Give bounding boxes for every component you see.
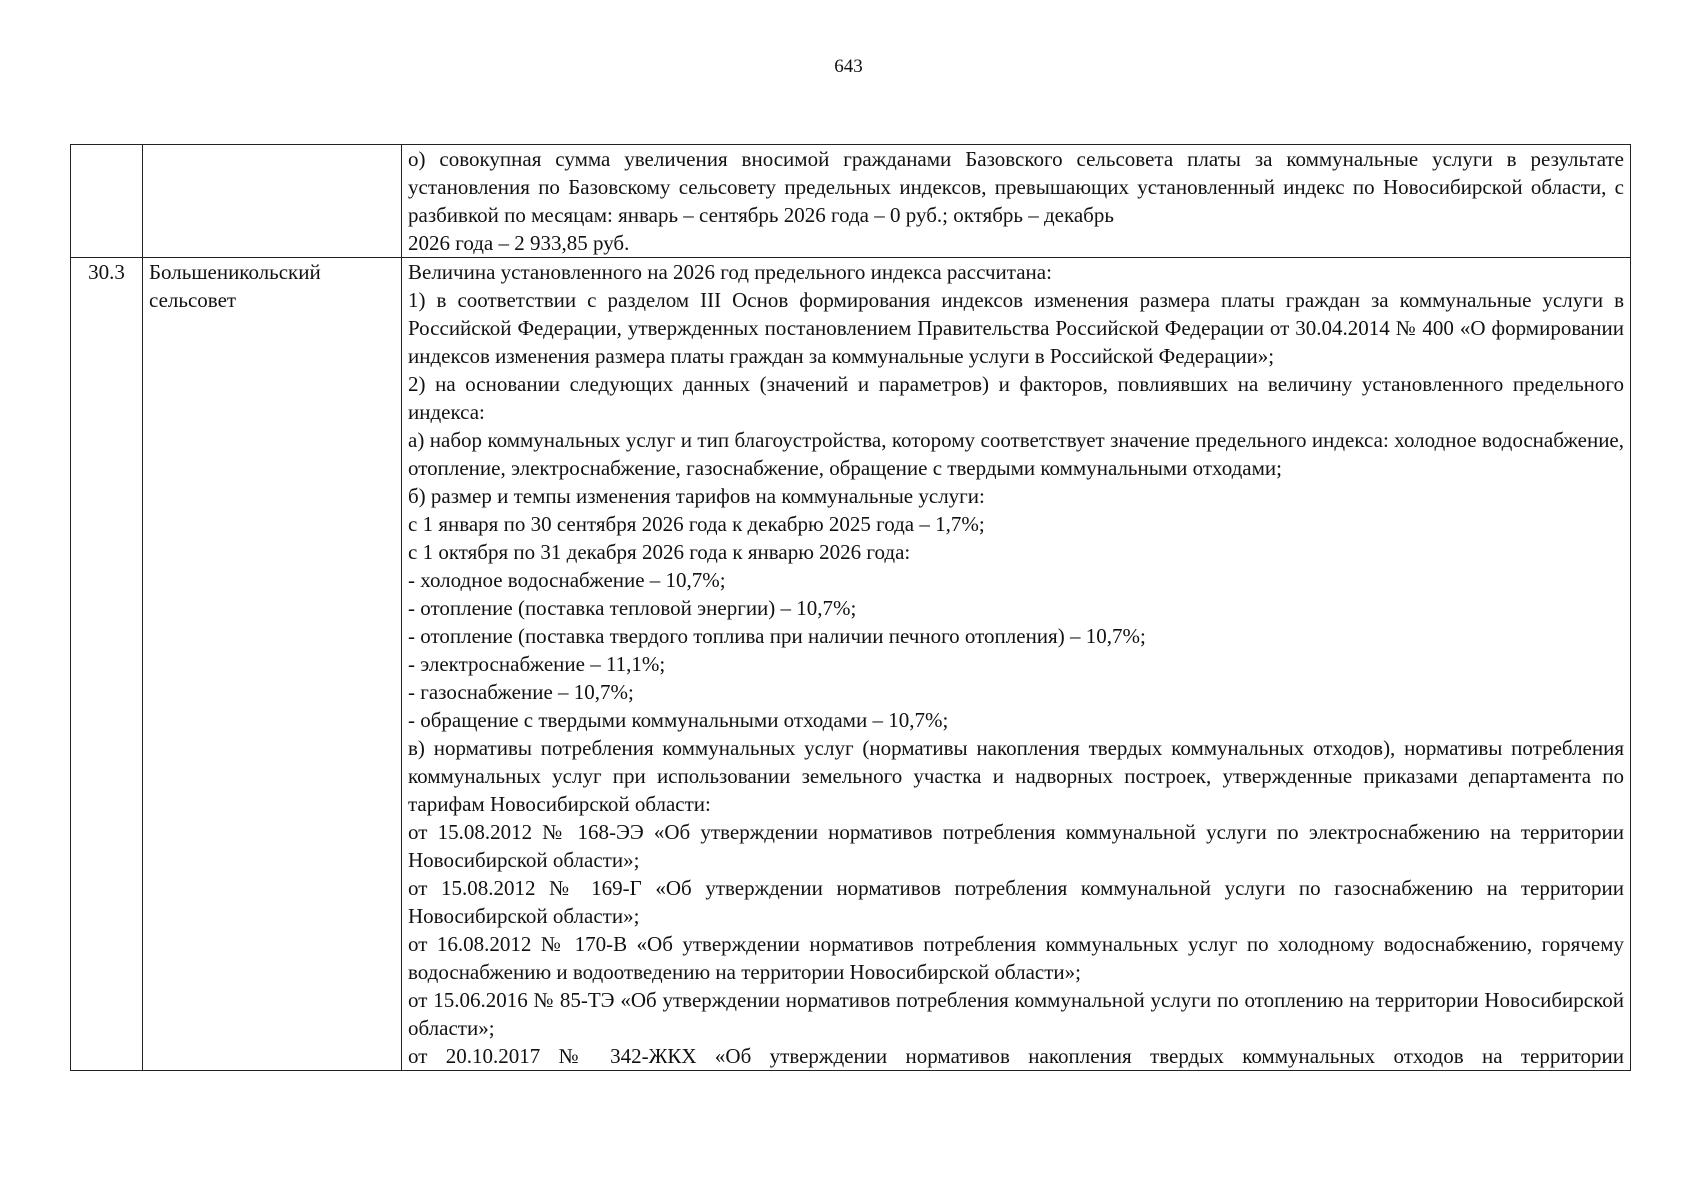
paragraph: с 1 октября по 31 декабря 2026 года к январю 2026 года: <box>408 540 911 564</box>
paragraph: от 20.10.2017 № 342-ЖКХ «Об утверждении нормативов накопления твердых коммунальных отходов на территории <box>408 1044 1624 1068</box>
paragraph: в) нормативы потребления коммунальных услуг (нормативы накопления твердых коммунальных отходов), нормативы потребления коммунальных услуг при использовании земельного участка и надворных построек, утвержденные приказами департамента по тарифам Новосибирской области: <box>408 736 1624 816</box>
municipality-name-line: Большеникольский <box>149 260 321 284</box>
paragraph: о) совокупная сумма увеличения вносимой гражданами Базовского сельсовета платы за коммунальные услуги в результате установления по Базовскому сельсовету предельных индексов, превышающих установленный индекс по Новосибирской области, с разбивкой по месяцам: январь – сентябрь 2026 года – 0 руб.; октябрь – декабрь <box>408 147 1624 227</box>
description-cell <box>402 258 1631 1071</box>
table-row <box>71 145 1631 258</box>
paragraph: от 15.08.2012 № 169-Г «Об утверждении нормативов потребления коммунальной услуги по газоснабжению на территории Новосибирской области»; <box>408 876 1624 928</box>
tariff-index-table <box>70 144 1631 1071</box>
list-item: - холодное водоснабжение – 10,7%; <box>408 568 726 592</box>
table-row <box>71 258 1631 1071</box>
paragraph: б) размер и темпы изменения тарифов на коммунальные услуги: <box>408 484 985 508</box>
municipality-cell <box>143 145 402 258</box>
paragraph: от 15.06.2016 № 85-ТЭ «Об утверждении нормативов потребления коммунальной услуги по отоплению на территории Новосибирской области»; <box>408 988 1624 1040</box>
list-item: - электроснабжение – 11,1%; <box>408 652 666 676</box>
description-cell <box>402 145 1631 258</box>
list-item: - отопление (поставка тепловой энергии) – 10,7%; <box>408 596 857 620</box>
paragraph: Величина установленного на 2026 год предельного индекса рассчитана: <box>408 260 1052 284</box>
municipality-cell <box>143 258 402 1071</box>
paragraph: 1) в соответствии с разделом III Основ формирования индексов изменения размера платы граждан за коммунальные услуги в Российской Федерации, утвержденных постановлением Правительства Российской Федерации от 30.04.2014 № 400 «О формировании индексов изменения размера платы граждан за коммунальные услуги в Российской Федерации»; <box>408 288 1624 368</box>
paragraph: с 1 января по 30 сентября 2026 года к декабрю 2025 года – 1,7%; <box>408 512 985 536</box>
municipality-name-line: сельсовет <box>149 288 237 312</box>
paragraph: 2) на основании следующих данных (значений и параметров) и факторов, повлиявших на величину установленного предельного индекса: <box>408 372 1624 424</box>
list-item: - отопление (поставка твердого топлива при наличии печного отопления) – 10,7%; <box>408 624 1146 648</box>
row-number-cell <box>71 145 143 258</box>
page-number: 643 <box>834 56 863 77</box>
list-item: - газоснабжение – 10,7%; <box>408 680 634 704</box>
paragraph: от 16.08.2012 № 170-В «Об утверждении нормативов потребления коммунальных услуг по холодному водоснабжению, горячему водоснабжению и водоотведению на территории Новосибирской области»; <box>408 932 1624 984</box>
paragraph: 2026 года – 2 933,85 руб. <box>408 231 630 255</box>
row-number-cell: 30.3 <box>71 258 143 1071</box>
paragraph: а) набор коммунальных услуг и тип благоустройства, которому соответствует значение предельного индекса: холодное водоснабжение, отопление, электроснабжение, газоснабжение, обращение с твердыми коммунальными отходами; <box>408 428 1624 480</box>
paragraph: от 15.08.2012 № 168-ЭЭ «Об утверждении нормативов потребления коммунальной услуги по электроснабжению на территории Новосибирской области»; <box>408 820 1624 872</box>
list-item: - обращение с твердыми коммунальными отходами – 10,7%; <box>408 708 949 732</box>
